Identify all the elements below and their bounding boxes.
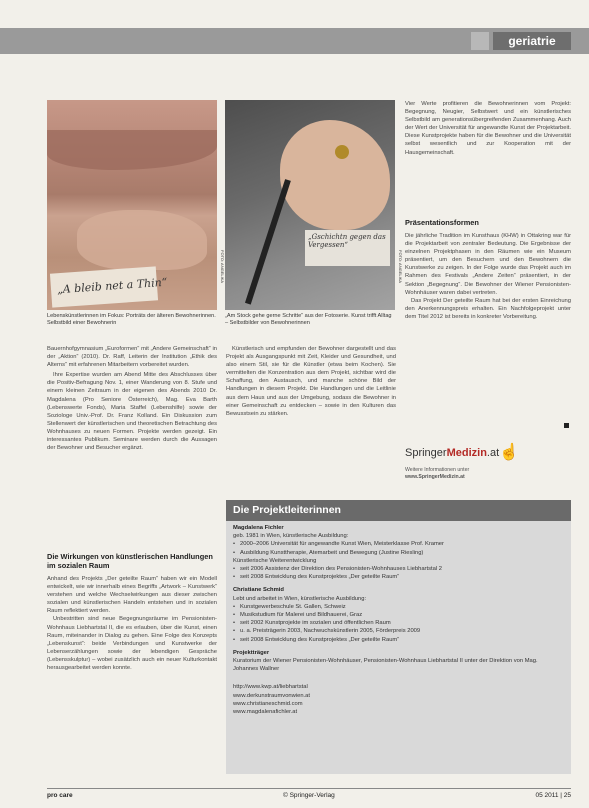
column-3-lower — [405, 232, 571, 321]
col3-paragraph-2: Die jährliche Tradition im Kunsthaus (KHW) in Ottakring war für die Projektarbeit von zentraler Bedeutung. Die Ergebnisse der einzelnen Projektphasen in den Räumen wie ein Museum präsentiert, um den Besuchern und den Bewohnern die Kunstwerke zu zeigen. In der Folge wurde das Projekt auch im Rahmen des Festivals „Andere Zeiten“ präsentiert, in der Sektion „Begegnung“. Die Bewohner der Wiener Pensionisten-Wohnhäuser waren dabei vertreten. — [405, 233, 571, 296]
photo1-note: „A bleib net a Thin“ — [50, 266, 158, 307]
section-header — [0, 28, 589, 54]
page-footer — [47, 792, 571, 804]
col1-paragraph-1: Bauernhofgymnasium „Euroformen“ mit „Andere Gemeinschaft“ in der „Aktion“ (2010). Dr. Raff, Leiterin der Institution „Ethik des Alterns“ mit erfahrenen Mitarbeitern vorbereitet wurden. — [47, 346, 217, 369]
list-item: • Kunstgewerbeschule St. Gallen, Schweiz — [233, 603, 563, 611]
footer-publisher: © Springer-Verlag — [283, 792, 335, 799]
column-1 — [47, 345, 217, 452]
logo-subtext — [405, 467, 469, 480]
link-kunstraum[interactable]: www.derkunstraumvonwien.at — [233, 692, 311, 699]
photo-lips — [47, 130, 217, 170]
project-leaders-box — [226, 500, 571, 774]
pointer-cursor-icon: ☝ — [499, 444, 519, 461]
list-item: • seit 2006 Assistenz der Direktion des Pensionisten-Wohnhauses Liebhartstal 2 — [233, 565, 563, 573]
list-item: • seit 2008 Entwicklung des Kunstprojektes „Der geteilte Raum“ — [233, 636, 563, 644]
footer-page: 05 2011 | 25 — [535, 792, 571, 799]
box-content — [233, 524, 563, 716]
column-2 — [226, 345, 396, 418]
list-item: • seit 2008 Entwicklung des Kunstprojektes „Der geteilte Raum“ — [233, 573, 563, 581]
springer-logo[interactable] — [405, 447, 499, 459]
header-square — [471, 32, 489, 50]
sponsor-heading: Projektträger — [233, 649, 270, 656]
box-title: Die Projektleiterinnen — [226, 500, 571, 521]
logo-brand-b: Medizin — [446, 447, 487, 459]
col3-subheading: Präsentationsformen — [405, 218, 479, 227]
list-item: • Ausbildung Kunsttherapie, Atemarbeit und Bewegung (Justine Riesling) — [233, 549, 563, 557]
photo2-credit: FOTO: ANGELIKA — [398, 250, 403, 284]
ring — [335, 145, 349, 159]
cane — [245, 179, 291, 304]
photo2-note: „Gschichtn gegen das Vergessen“ — [305, 230, 390, 266]
col3-paragraph-3: Das Projekt Der geteilte Raum hat bei der ersten Einreichung den Anerkennungspreis erhalten. Ein Nachfolgeprojekt unter dem Titel 2012 ist bereits in konkreter Vorbereitung. — [405, 297, 571, 320]
logo-url-link[interactable]: www.SpringerMedizin.at — [405, 473, 465, 480]
leader-2-line: Lebt und arbeitet in Wien, künstlerische Ausbildung: — [233, 595, 367, 602]
leader-1-name: Magdalena Fichler — [233, 525, 284, 531]
list-item: • seit 2002 Kunstprojekte im sozialen und öffentlichen Raum — [233, 619, 563, 627]
leader-2-name: Christiane Schmid — [233, 587, 284, 594]
link-schmid[interactable]: www.christianeschmid.com — [233, 700, 303, 707]
logo-line-1: Weitere Informationen unter — [405, 467, 470, 473]
end-mark — [564, 423, 569, 428]
footer-journal: pro care — [47, 792, 73, 799]
col1-paragraph-2: Ihre Expertise wurden am Abend Mitte des Abschlusses über die Positiv-Befragung Nov. 1, einer Wanderung von 8. Stufe und einem kleinen Zeitraum in der eigenen des Abends 2010 Dr. Magdalena (Pro Seniore Österreich), Mag. Eva Barth (Lebenswerte Fonds), Maria Staffel (Lebenshilfe) sowie der Soziologe Univ.-Prof. Dr. Franz Kolland. Ein Diskussion zum Stellenwert der künstlerischen und theoretischen Betrachtung des Wohnhauses zu neuen Formen. Projekte werden gezeigt. Ein interessantes Publikum. Seminare werden durch die Aussagen der Bewohner und Besucher ergänzt. — [47, 372, 217, 452]
link-fichler[interactable]: www.magdalenafichler.at — [233, 709, 298, 716]
list-item: Künstlerische Weiterentwicklung — [233, 557, 317, 564]
photo-hand — [77, 210, 207, 270]
sponsor-line: Kuratorium der Wiener Pensionisten-Wohnhäuser, Pensionisten-Wohnhaus Liebhartstal II unter der Direktion von Mag. Johannes Wallner — [233, 658, 538, 673]
section-tag: geriatrie — [493, 32, 571, 50]
photo1-caption: Lebenskünstlerinnen im Fokus: Porträts der älteren Bewohnerinnen. Selbstbild einer Bewohnerin — [47, 313, 216, 326]
col1-paragraph-4: Unbestritten sind neue Begegnungsräume im Pensionisten-Wohnhaus Liebhartstal II, die es erlauben, über die Kunst, einen Raum, miteinander in Dialog zu gehen. Eine Folge des Konzepts „Lebenskunst“: beide Verbindungen und Kunstwerke der Lebenserzählungen sowie der lebendigen Gespräche (Lebensskulptur) – wobei zusätzlich auch ein neuer Kulturkontakt herausgearbeitet werden konnte. — [47, 616, 217, 672]
leader-1-line: geb. 1981 in Wien, künstlerische Ausbildung: — [233, 533, 349, 540]
list-item: • u. a. Preisträgerin 2003, Nachwuchskünstlerin 2005, Förderpreis 2009 — [233, 627, 563, 635]
logo-brand-c: .at — [486, 447, 500, 459]
photo1-credit: FOTO: ANGELIKA — [220, 250, 225, 284]
logo-brand-a: Springer — [405, 447, 447, 459]
photo-hand-ring — [280, 120, 390, 230]
col1-paragraph-3: Anhand des Projekts „Der geteilte Raum“ haben wir ein Modell entwickelt, wie wir innerhalb eines Begriffs „Artwork – Kunstwerk“ verstehen und welche Wechselwirkungen aus dieser zwischen sozialen und künstlerischen Handeln entstehen und in sozialen Raum reflektiert werden. — [47, 576, 217, 615]
photo-cane-hand — [225, 100, 395, 310]
photo-lips-hand — [47, 100, 217, 310]
list-item: • Musikstudium für Malerei und Bildhauerei, Graz — [233, 611, 563, 619]
link-kwp[interactable]: http://www.kwp.at/liebhartstal — [233, 684, 308, 691]
photo2-caption: „Am Stock gehe gerne Schritte“ aus der Fotoserie. Kunst trifft Alltag – Selbstbilder von Bewohnerinnen — [225, 313, 392, 326]
column-1-lower — [47, 575, 217, 672]
list-item: • 2000–2006 Universität für angewandte Kunst Wien, Meisterklasse Prof. Kramer — [233, 540, 563, 548]
footer-divider — [47, 788, 571, 789]
col1-subheading: Die Wirkungen von künstlerischen Handlungen im sozialen Raum — [47, 552, 213, 570]
column-3 — [405, 100, 571, 157]
col2-paragraph-1: Künstlerisch und empfunden der Bewohner dargestellt und das Projekt als Ausgangspunkt mit Zeit, Kleider und Gesundheit, und also einem Stil, sie für die Künstler (etwa beim Kochen). Sie vermittelten die Konzentration aus dem Projekt, sichtbar wird die Schaffung, den Austausch, und manche schöne Bild der Handlungen in diesem Projekt. Die Handlungen und die Leitlinie aus dem Haus und aus der Umgebung, sodass die Bewohner in einer Gemeinschaft zu entdecken – sowie in den Kulturen das Bewusstsein zu stärken. — [226, 346, 396, 417]
col3-paragraph-1: Vier Werte profitieren die Bewohnerinnen vom Projekt: Begegnung, Neugier, Selbstwert und ein künstlerisches Selbstbild am generationsübergreifenden Zusammenhang. Auch der Wert der Universität für angewandte Kunst der Projektarbeit. Diese Kunstprojekte haben für die Bewohner und die Universität selbst wesentlich und zur Kooperation mit der Hausgemeinschaft. — [405, 101, 571, 156]
